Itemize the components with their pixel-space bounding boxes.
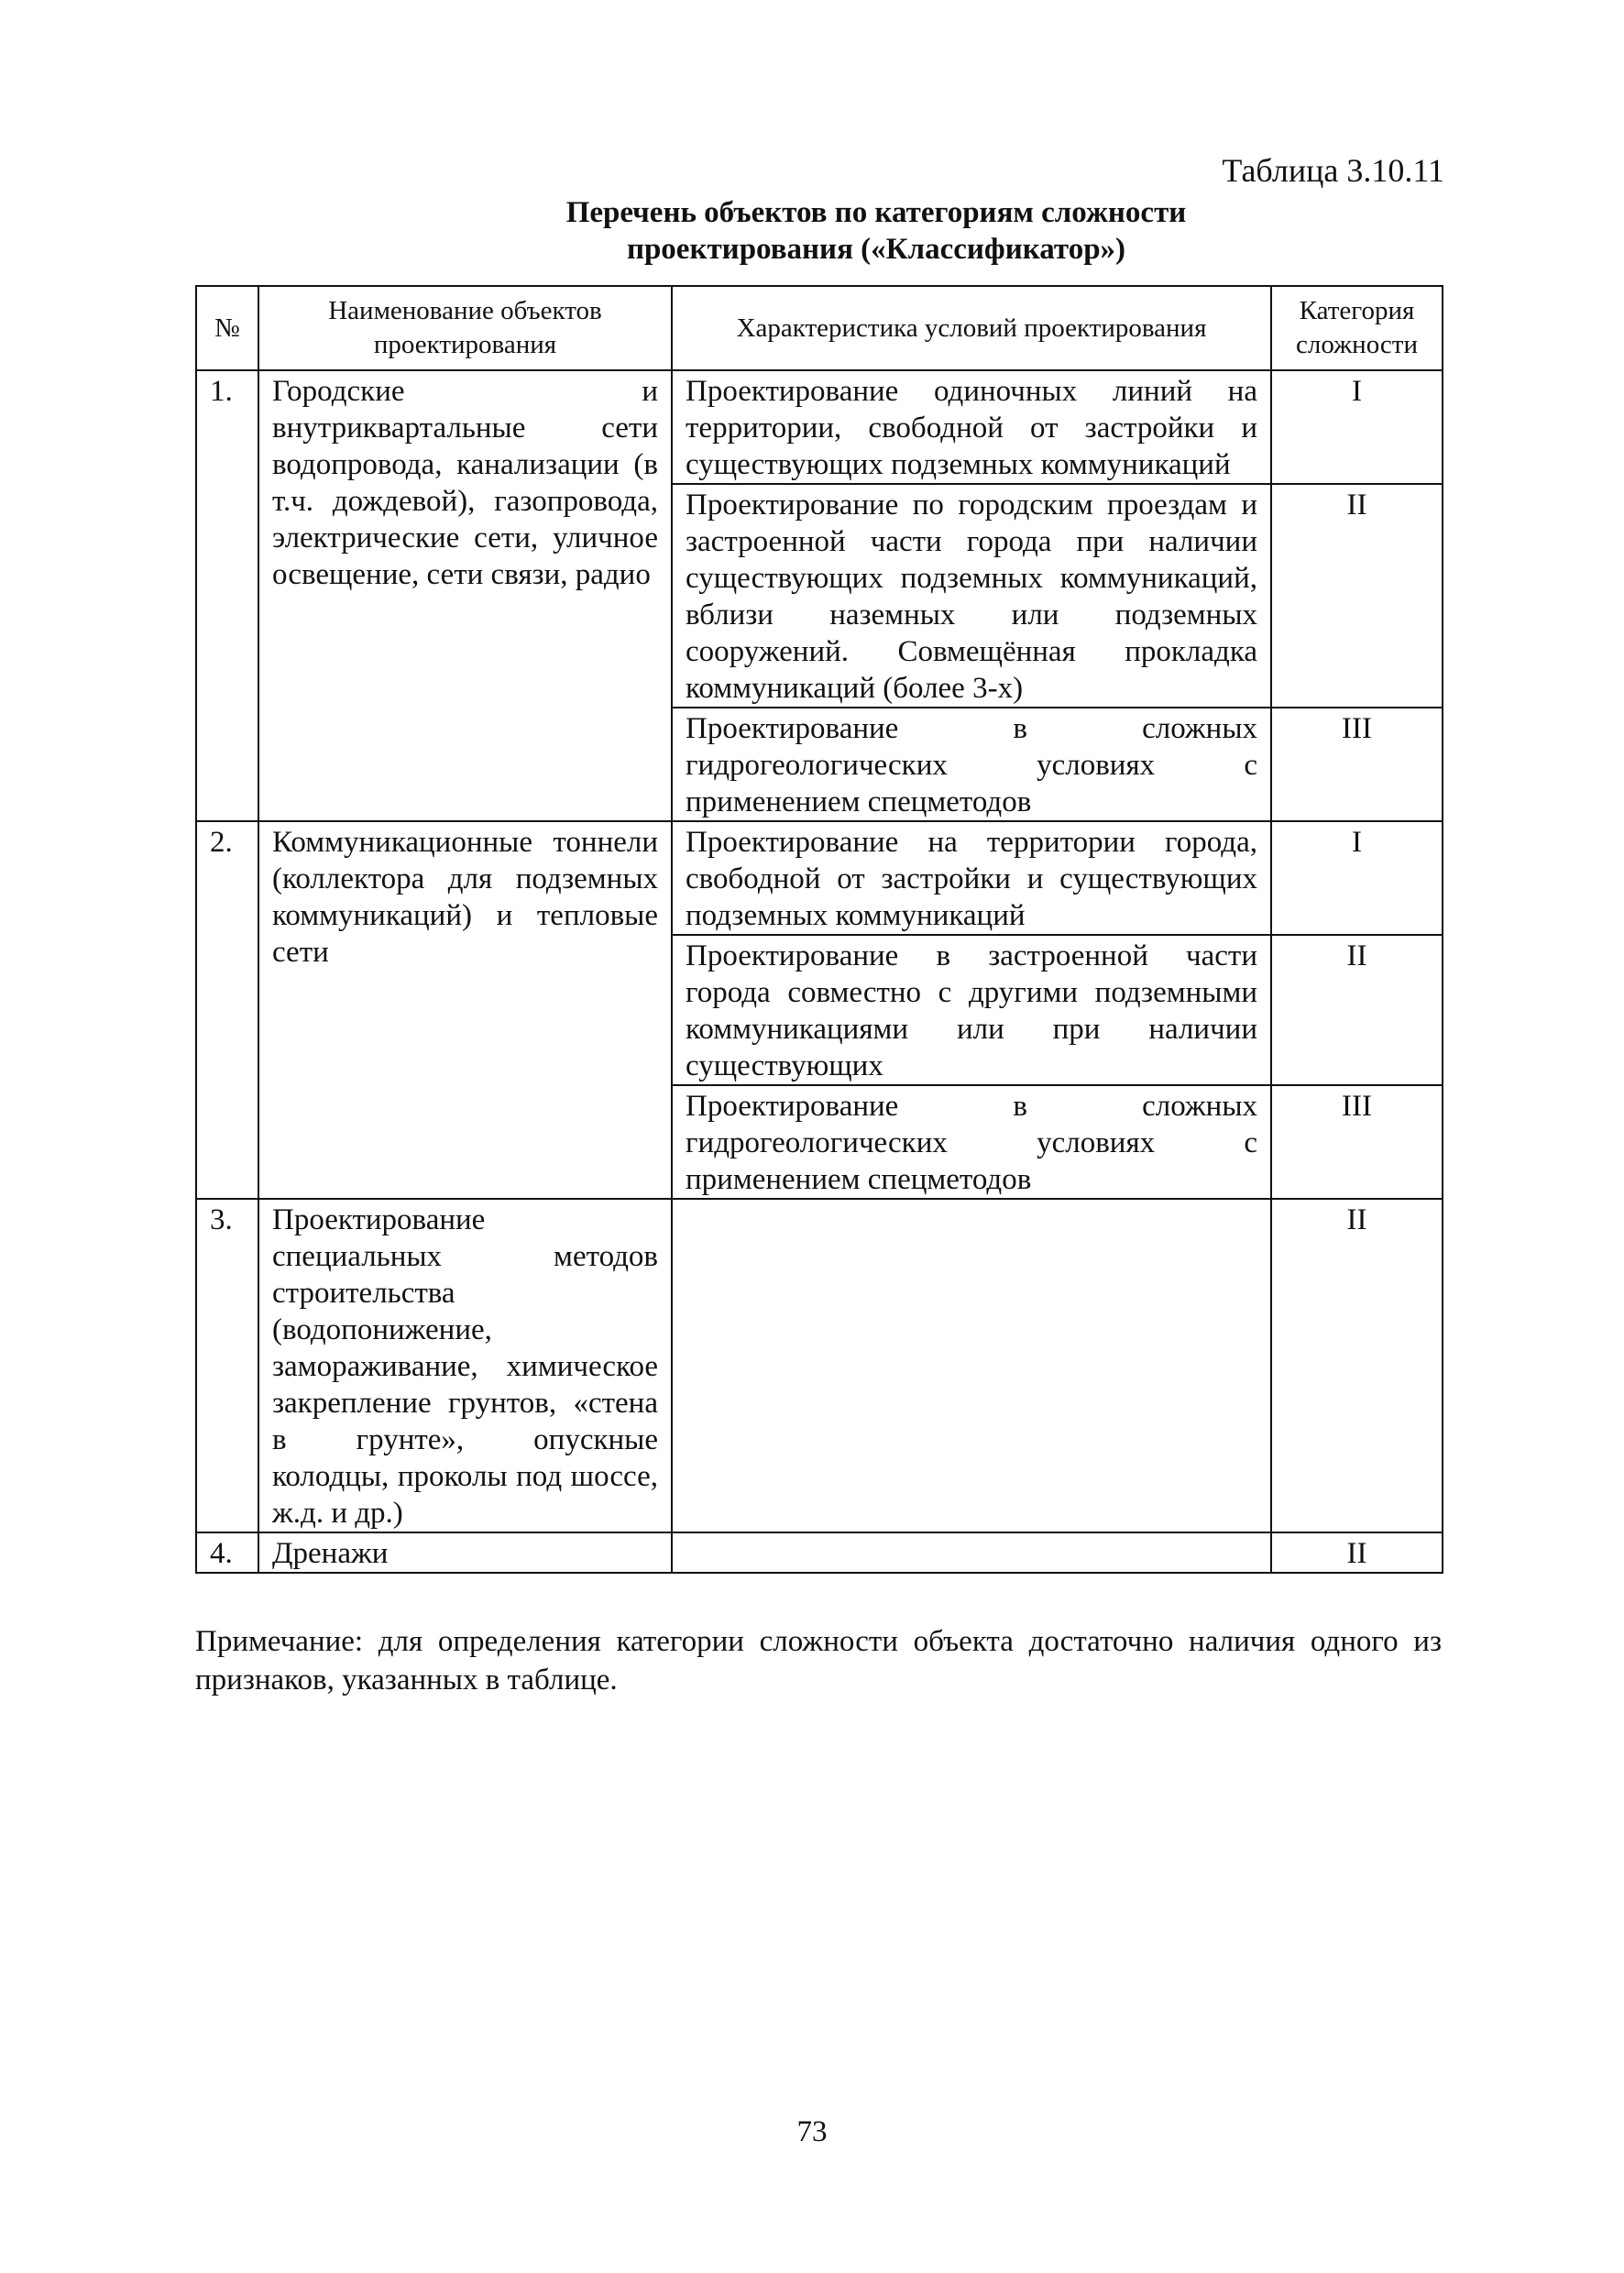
page-number: 73 xyxy=(796,2115,828,2148)
row-category: I xyxy=(1271,370,1443,484)
header-conditions: Характеристика условий проектирования xyxy=(672,286,1271,370)
row-condition xyxy=(672,1532,1271,1573)
title-line-1: Перечень объектов по категориям сложности xyxy=(565,196,1187,229)
row-condition: Проектирование в сложных гидрогеологических условиях с применением спецметодов xyxy=(672,1085,1271,1199)
footnote: Примечание: для определения категории сложности объекта достаточно наличия одного из признаков, указанных в таблице. xyxy=(195,1625,1442,1697)
title-line-2: проектирования («Классификатор») xyxy=(626,233,1126,266)
row-object-name: Дренажи xyxy=(258,1532,672,1573)
table-label: Таблица 3.10.11 xyxy=(1222,152,1444,189)
row-num: 4. xyxy=(196,1532,258,1573)
table-row xyxy=(196,1199,1443,1532)
row-object-name: Проектирование специальных методов строительства (водопонижение, замораживание, химическое закрепление грунтов, «стена в грунте», опускные колодцы, проколы под шоссе, ж.д. и др.) xyxy=(258,1199,672,1532)
row-category: II xyxy=(1271,484,1443,708)
table-row xyxy=(196,821,1443,935)
row-condition: Проектирование по городским проездам и застроенной части города при наличии существующих подземных коммуникаций, вблизи наземных или подземных сооружений. Совмещённая прокладка коммуникаций (более 3-х) xyxy=(672,484,1271,708)
table-row xyxy=(196,370,1443,484)
row-condition: Проектирование в застроенной части города совместно с другими подземными коммуникациями или при наличии существующих xyxy=(672,935,1271,1085)
table-row xyxy=(196,1532,1443,1573)
table-title xyxy=(0,194,1624,268)
header-num: № xyxy=(196,286,258,370)
table-header-row xyxy=(196,286,1443,370)
row-condition: Проектирование в сложных гидрогеологических условиях с применением спецметодов xyxy=(672,708,1271,821)
header-category: Категория сложности xyxy=(1271,286,1443,370)
row-num: 1. xyxy=(196,370,258,821)
row-category: II xyxy=(1271,935,1443,1085)
row-category: III xyxy=(1271,708,1443,821)
row-condition xyxy=(672,1199,1271,1532)
classifier-table xyxy=(195,285,1443,1574)
row-object-name: Коммуникационные тоннели (коллектора для подземных коммуникаций) и тепловые сети xyxy=(258,821,672,1199)
row-num: 2. xyxy=(196,821,258,1199)
row-category: I xyxy=(1271,821,1443,935)
row-condition: Проектирование на территории города, свободной от застройки и существующих подземных коммуникаций xyxy=(672,821,1271,935)
row-num: 3. xyxy=(196,1199,258,1532)
header-name: Наименование объектов проектирования xyxy=(258,286,672,370)
row-condition: Проектирование одиночных линий на территории, свободной от застройки и существующих подземных коммуникаций xyxy=(672,370,1271,484)
row-category: III xyxy=(1271,1085,1443,1199)
row-category: II xyxy=(1271,1532,1443,1573)
row-category: II xyxy=(1271,1199,1443,1532)
row-object-name: Городские и внутриквартальные сети водопровода, канализации (в т.ч. дождевой), газопровода, электрические сети, уличное освещение, сети связи, радио xyxy=(258,370,672,821)
